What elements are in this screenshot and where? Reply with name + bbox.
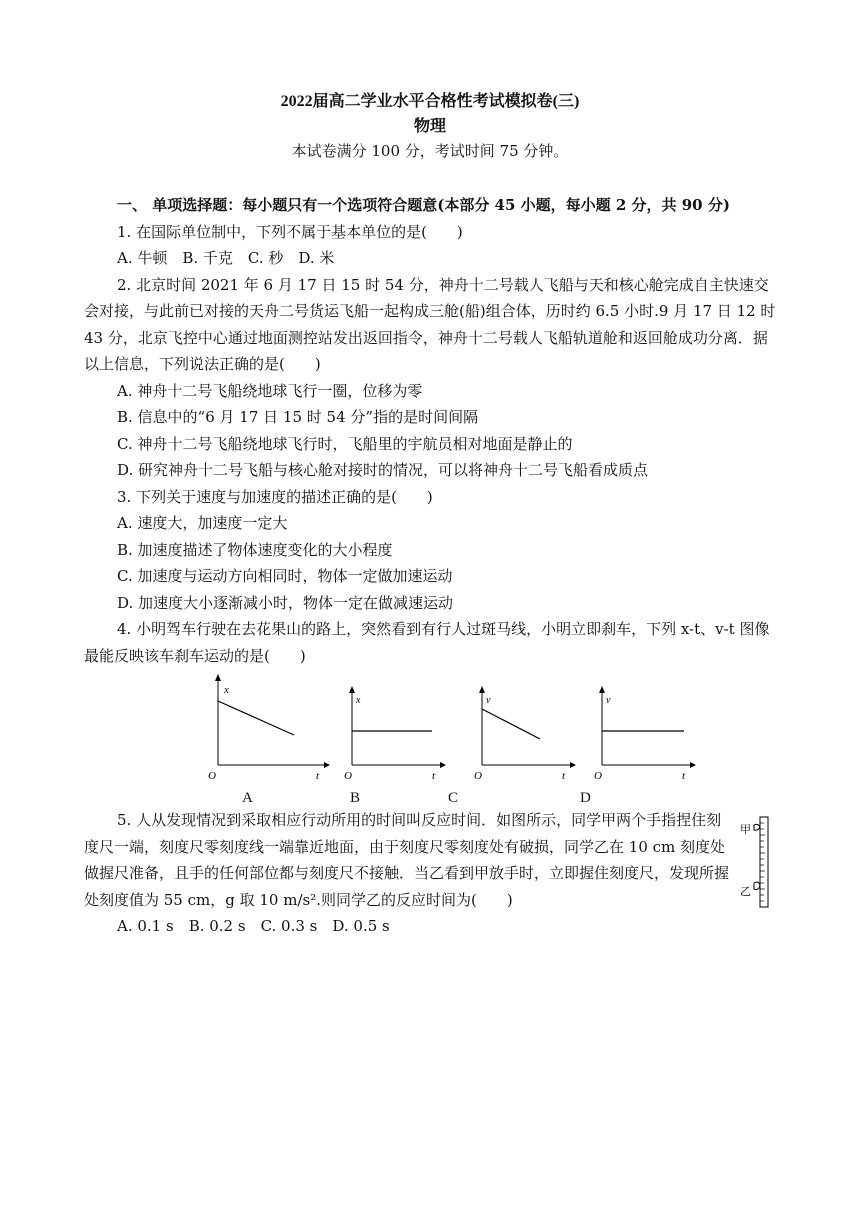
q3-stem: 3. 下列关于速度与加速度的描述正确的是( ) (117, 487, 433, 506)
ruler-label-top: 甲 (740, 823, 751, 836)
graph-b-xlabel: t (432, 770, 436, 782)
q3-option-b: B. 加速度描述了物体速度变化的大小程度 (117, 540, 393, 559)
q4-graphs (84, 673, 780, 807)
q1-stem: 1. 在国际单位制中，下列不属于基本单位的是( ) (117, 222, 463, 241)
exam-note: 本试卷满分 100 分，考试时间 75 分钟。 (291, 142, 569, 160)
graph-d-ylabel: v (606, 695, 611, 706)
graph-a-ylabel: x (224, 684, 229, 696)
graph-a-letter: A (242, 790, 253, 806)
graph-a-line (218, 701, 294, 735)
q1-options: A. 牛顿 B. 千克 C. 秒 D. 米 (117, 249, 335, 267)
graph-b-letter: B (350, 790, 361, 806)
q5-options: A. 0.1 s B. 0.2 s C. 0.3 s D. 0.5 s (117, 917, 390, 935)
exam-title: 2022届高二学业水平合格性考试模拟卷(三) (280, 93, 580, 110)
q2-option-a: A. 神舟十二号飞船绕地球飞行一圈，位移为零 (117, 381, 423, 400)
graph-c-line (482, 709, 540, 739)
graph-c-xlabel: t (562, 770, 566, 782)
q2-stem: 2. 北京时间 2021 年 6 月 17 日 15 时 54 分，神舟十二号载人飞船与天和核心舱完成自主快速交会对接，与此前已对接的天舟二号货运飞船一起构成三舱(船)组合体，历时约 6.5 小时.9 月 17 日 12 时 43 分，北京飞控中心通过地面测控站发出返回指令，神舟十二号载人飞船轨道舱和返回舱成功分离．据以上信息，下列说法正确的是( ) (84, 275, 776, 373)
exam-content (84, 192, 780, 940)
graph-c-origin: O (474, 770, 482, 782)
q4-stem: 4. 小明驾车行驶在去花果山的路上，突然看到有行人过斑马线，小明立即刹车，下列 x-t、v-t 图像最能反映该车刹车运动的是( ) (84, 620, 770, 665)
section-heading: 一、 单项选择题：每小题只有一个选项符合题意(本部分 45 小题，每小题 2 分，共 90 分) (117, 196, 730, 214)
graph-a-origin: O (208, 770, 216, 782)
q3-option-c: C. 加速度与运动方向相同时，物体一定做加速运动 (117, 567, 453, 585)
ruler-label-bottom: 乙 (740, 885, 751, 898)
subject-title: 物理 (413, 116, 446, 135)
graph-c-letter: C (448, 790, 459, 806)
graph-b-origin: O (344, 770, 352, 782)
q5-stem: 5. 人从发现情况到采取相应行动所用的时间叫反应时间．如图所示，同学甲两个手指捏住刻度尺一端，刻度尺零刻度线一端靠近地面，由于刻度尺零刻度处有破损，同学乙在 10 cm 刻度处做握尺准备，且手的任何部位都与刻度尺不接触．当乙看到甲放手时，立即握住刻度尺，发现所握处刻度值为 55 cm，g 取 10 m/s².则同学乙的反应时间为( ) (84, 811, 730, 909)
q5-block (84, 807, 780, 913)
graph-a-xlabel: t (316, 770, 320, 782)
ruler-figure (740, 815, 780, 920)
graph-a (202, 673, 332, 807)
graph-d-letter: D (580, 790, 591, 806)
q3-option-a: A. 速度大，加速度一定大 (117, 514, 288, 532)
graph-d (580, 673, 720, 807)
graph-c-ylabel: v (486, 695, 491, 706)
graph-b-ylabel: x (356, 695, 361, 706)
graph-d-xlabel: t (682, 770, 686, 782)
q3-option-d: D. 加速度大小逐渐减小时，物体一定在做减速运动 (117, 593, 454, 612)
q2-option-d: D. 研究神舟十二号飞船与核心舱对接时的情况，可以将神舟十二号飞船看成质点 (117, 461, 649, 479)
graph-d-origin: O (594, 770, 602, 782)
q2-option-b: B. 信息中的“6 月 17 日 15 时 54 分”指的是时间间隔 (117, 408, 479, 426)
q2-option-c: C. 神舟十二号飞船绕地球飞行时，飞船里的宇航员相对地面是静止的 (117, 434, 573, 453)
